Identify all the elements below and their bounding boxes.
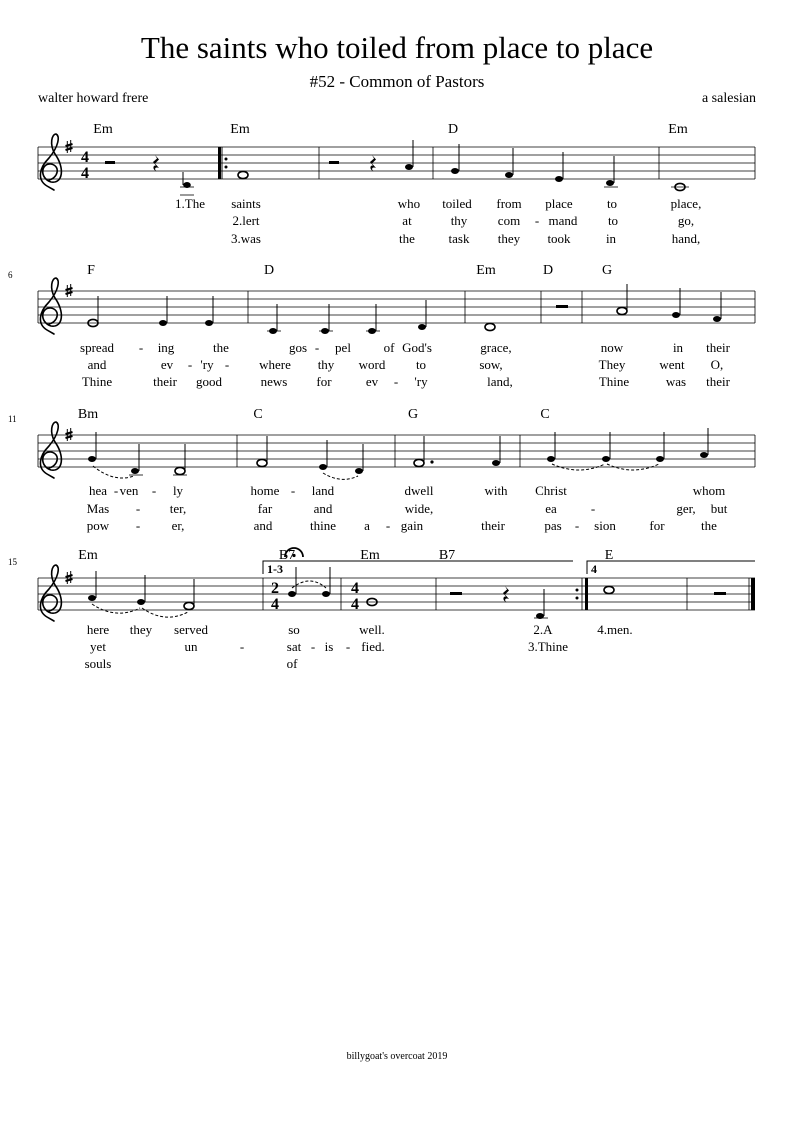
lyric-syllable: 3.Thine — [527, 639, 569, 654]
lyric-syllable: spread — [80, 340, 114, 355]
lyric-syllable: far — [257, 501, 273, 516]
lyric-syllable: God's — [402, 340, 432, 355]
staff-system-3 — [38, 422, 755, 479]
lyric-syllable: to — [607, 213, 619, 228]
lyric-syllable: the — [399, 231, 415, 246]
lyric-syllable: ea — [545, 501, 557, 516]
svg-text:2: 2 — [271, 580, 279, 597]
lyric-syllable: well. — [359, 622, 385, 637]
lyric-syllable: - — [574, 518, 580, 533]
lyric-syllable: served — [174, 622, 208, 637]
chord-symbol: C — [253, 407, 263, 422]
lyric-syllable: go, — [677, 213, 695, 228]
lyric-syllable: but — [710, 501, 728, 516]
lyric-syllable: thy — [317, 357, 335, 372]
lyric-syllable: took — [547, 231, 571, 246]
lyric-syllable: 'ry — [200, 357, 214, 372]
chord-symbol: Em — [360, 548, 380, 563]
chord-symbol: Em — [476, 263, 496, 278]
lyric-syllable: They — [598, 357, 626, 372]
lyric-syllable: place, — [670, 196, 702, 211]
lyric-syllable: 2.lert — [232, 213, 260, 228]
lyric-syllable: is — [324, 639, 334, 654]
lyric-syllable: and — [87, 357, 107, 372]
lyric-syllable: good — [196, 374, 222, 389]
page-title: The saints who toiled from place to place — [140, 30, 654, 65]
lyric-syllable: to — [606, 196, 618, 211]
lyric-syllable: was — [665, 374, 687, 389]
svg-text:4: 4 — [351, 596, 359, 613]
lyric-syllable: - — [239, 639, 245, 654]
lyric-syllable: their — [706, 374, 730, 389]
lyric-syllable: 2.A — [533, 622, 553, 637]
lyric-syllable: er, — [171, 518, 185, 533]
chord-symbol: G — [601, 263, 613, 278]
lyric-syllable: - — [385, 518, 391, 533]
lyric-syllable: Mas — [86, 501, 110, 516]
lyric-syllable: Thine — [598, 374, 630, 389]
chord-symbol: F — [87, 263, 95, 278]
lyric-syllable: a — [364, 518, 370, 533]
lyric-syllable: thy — [450, 213, 468, 228]
lyric-syllable: sion — [594, 518, 616, 533]
lyric-syllable: so — [288, 622, 300, 637]
lyric-syllable: their — [153, 374, 177, 389]
lyric-syllable: to — [415, 357, 427, 372]
lyric-syllable: ven — [119, 483, 139, 498]
lyric-syllable: and — [253, 518, 273, 533]
lyric-syllable: ter, — [169, 501, 187, 516]
sharp-icon — [66, 140, 73, 153]
lyric-syllable: pel — [335, 340, 351, 355]
lyric-syllable: thine — [310, 518, 336, 533]
lyric-syllable: land — [311, 483, 335, 498]
lyric-syllable: with — [484, 483, 508, 498]
volta-bracket-first — [263, 561, 573, 574]
svg-text:4: 4 — [81, 165, 89, 182]
lyric-syllable: - — [224, 357, 230, 372]
lyric-syllable: - — [113, 483, 119, 498]
measure-number: 11 — [8, 414, 17, 424]
lyric-syllable: yet — [90, 639, 106, 654]
lyric-syllable: - — [314, 340, 320, 355]
lyric-syllable: mand — [548, 213, 578, 228]
lyric-syllable: wide, — [404, 501, 434, 516]
chord-symbol: Bm — [77, 407, 99, 422]
chord-symbol: D — [447, 122, 459, 137]
lyric-syllable: task — [448, 231, 470, 246]
time-signature-change — [271, 580, 359, 613]
lyric-syllable: O, — [710, 357, 724, 372]
time-signature — [81, 149, 89, 182]
volta-label-last: 4 — [591, 562, 597, 576]
lyric-syllable: for — [316, 374, 332, 389]
chord-symbol: B7 — [438, 548, 456, 563]
lyric-syllable: now — [600, 340, 624, 355]
lyric-syllable: in — [605, 231, 617, 246]
lyric-syllable: they — [129, 622, 153, 637]
lyric-syllable: word — [358, 357, 386, 372]
lyric-syllable: who — [397, 196, 421, 211]
lyric-syllable: ev — [160, 357, 174, 372]
lyric-syllable: un — [184, 639, 198, 654]
lyric-syllable: dwell — [404, 483, 434, 498]
lyric-syllable: hea — [88, 483, 108, 498]
lyric-syllable: saints — [231, 196, 261, 211]
lyric-syllable: their — [481, 518, 505, 533]
measure-number: 15 — [8, 557, 17, 567]
lyric-syllable: fied. — [361, 639, 385, 654]
lyric-syllable: and — [313, 501, 333, 516]
lyric-syllable: com — [497, 213, 521, 228]
lyric-syllable: land, — [487, 374, 513, 389]
chord-symbol: G — [407, 407, 419, 422]
lyric-syllable: their — [706, 340, 730, 355]
lyric-syllable: of — [383, 340, 395, 355]
lyric-syllable: at — [402, 213, 412, 228]
lyric-syllable: Thine — [81, 374, 113, 389]
lyric-syllable: here — [86, 622, 110, 637]
staff-system-2 — [38, 278, 755, 334]
lyric-syllable: souls — [84, 656, 112, 671]
lyric-syllable: ev — [365, 374, 379, 389]
chord-symbol: B7 — [278, 548, 296, 563]
lyric-syllable: where — [259, 357, 291, 372]
svg-text:4: 4 — [81, 149, 89, 166]
lyric-syllable: - — [590, 501, 596, 516]
chord-symbol: Em — [93, 122, 113, 137]
lyric-syllable: - — [151, 483, 157, 498]
lyric-syllable: - — [135, 501, 141, 516]
lyric-syllable: sow, — [479, 357, 503, 372]
lyric-syllable: - — [345, 639, 351, 654]
lyric-syllable: for — [649, 518, 665, 533]
lyric-syllable: toiled — [442, 196, 472, 211]
staff-system-4 — [38, 548, 755, 621]
lyric-syllable: news — [260, 374, 288, 389]
svg-text:4: 4 — [351, 580, 359, 597]
lyric-syllable: - — [135, 518, 141, 533]
lyric-syllable: home — [250, 483, 280, 498]
chord-symbol: E — [604, 548, 614, 563]
lyric-syllable: ly — [172, 483, 184, 498]
footer-copyright: billygoat's overcoat 2019 — [346, 1051, 448, 1062]
lyric-syllable: of — [286, 656, 298, 671]
poet-credit: walter howard frere — [38, 91, 149, 106]
lyric-syllable: - — [534, 213, 540, 228]
lyric-syllable: - — [187, 357, 193, 372]
lyric-syllable: - — [290, 483, 296, 498]
lyric-syllable: whom — [692, 483, 726, 498]
lyric-syllable: 4.men. — [597, 622, 633, 637]
lyric-syllable: gos — [288, 340, 308, 355]
chord-symbol: Em — [668, 122, 688, 137]
volta-label-first: 1-3 — [267, 562, 283, 576]
lyric-syllable: they — [497, 231, 521, 246]
lyric-syllable: the — [213, 340, 229, 355]
lyric-syllable: gain — [400, 518, 424, 533]
lyric-syllable: ing — [157, 340, 175, 355]
lyric-syllable: grace, — [480, 340, 512, 355]
lyric-syllable: - — [138, 340, 144, 355]
lyric-syllable: in — [672, 340, 684, 355]
chord-symbol: D — [542, 263, 554, 278]
lyric-syllable: the — [701, 518, 717, 533]
svg-text:4: 4 — [271, 596, 279, 613]
lyric-syllable: Christ — [535, 483, 567, 498]
chord-symbol: C — [540, 407, 550, 422]
lyric-syllable: went — [659, 357, 685, 372]
composer-credit: a salesian — [701, 91, 756, 106]
lyric-syllable: sat — [286, 639, 302, 654]
lyric-syllable: place — [545, 196, 573, 211]
lyric-syllable: pow — [86, 518, 110, 533]
lyric-syllable: 1.The — [175, 196, 205, 211]
staff-system-1 — [38, 134, 755, 195]
treble-clef-icon — [40, 134, 61, 190]
lyric-syllable: - — [393, 374, 399, 389]
lyric-syllable: from — [496, 196, 522, 211]
lyric-syllable: pas — [544, 518, 562, 533]
lyric-syllable: - — [310, 639, 316, 654]
lyric-syllable: 'ry — [414, 374, 428, 389]
chord-symbol: Em — [230, 122, 250, 137]
lyric-syllable: 3.was — [231, 231, 261, 246]
measure-number: 6 — [8, 270, 13, 280]
page-subtitle: #52 - Common of Pastors — [309, 72, 485, 91]
chord-symbol: D — [263, 263, 275, 278]
chord-symbol: Em — [78, 548, 98, 563]
lyric-syllable: hand, — [671, 231, 701, 246]
lyric-syllable: ger, — [676, 501, 696, 516]
